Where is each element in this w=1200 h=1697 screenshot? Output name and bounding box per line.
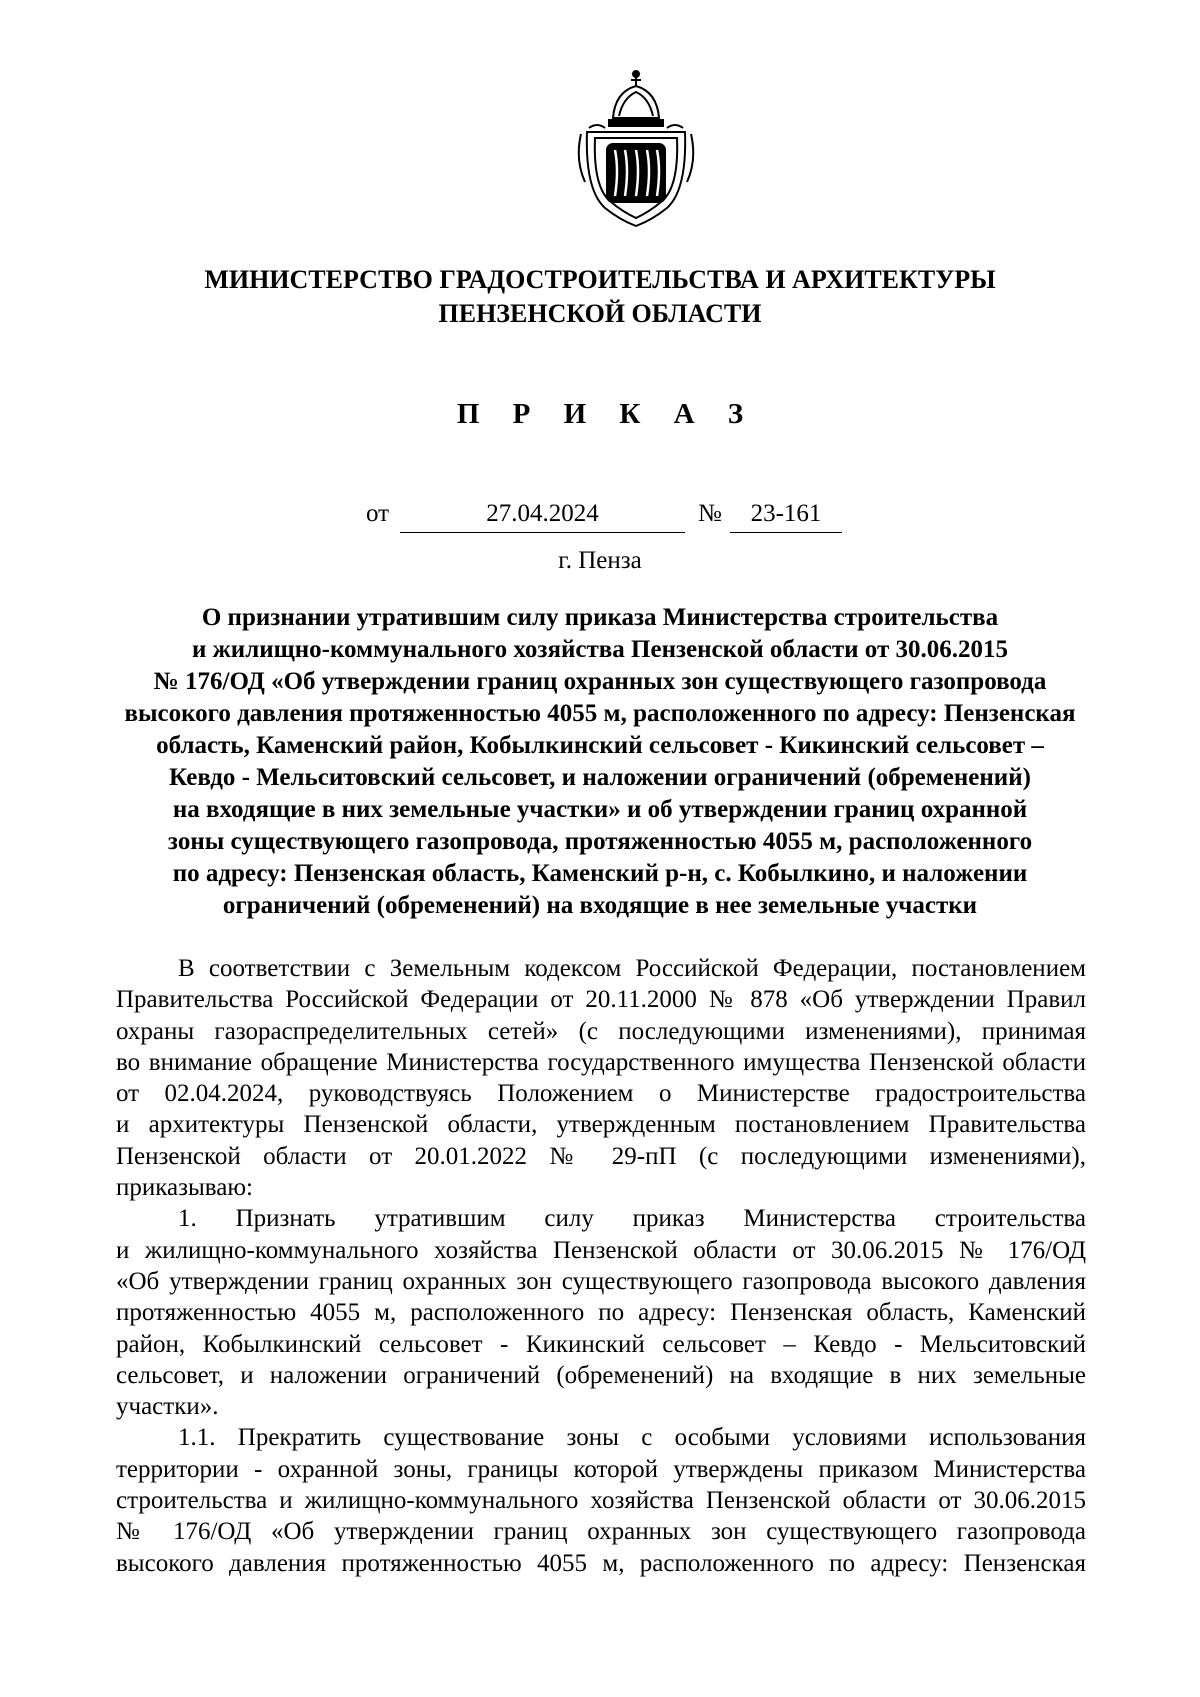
number-label: №: [698, 500, 722, 527]
order-date-row: [0, 500, 1200, 534]
text-line: Пензенской области от 20.01.2022 № 29-пП (с последующими изменениями),: [116, 1142, 1086, 1170]
title-line: зоны существующего газопровода, протяженностью 4055 м, расположенного: [167, 828, 1033, 855]
title-line: область, Каменский район, Кобылкинский сельсовет - Кикинский сельсовет –: [156, 732, 1044, 759]
title-line: на входящие в них земельные участки» и об утверждении границ охранной: [172, 796, 1028, 823]
text-line: строительства и жилищно-коммунального хозяйства Пензенской области от 30.06.2015: [116, 1487, 1086, 1515]
text-line: приказываю:: [116, 1174, 253, 1202]
order-date: 27.04.2024: [400, 500, 685, 533]
text-line: район, Кобылкинский сельсовет - Кикинский сельсовет – Кевдо - Мельситовский: [116, 1330, 1086, 1358]
title-line: высокого давления протяженностью 4055 м, расположенного по адресу: Пензенская: [124, 700, 1076, 727]
text-line: участки».: [116, 1393, 219, 1421]
text-line: охраны газораспределительных сетей» (с последующими изменениями), принимая: [116, 1017, 1086, 1045]
ministry-line-1: МИНИСТЕРСТВО ГРАДОСТРОИТЕЛЬСТВА И АРХИТЕКТУРЫ: [204, 265, 996, 294]
text-line: «Об утверждении границ охранных зон существующего газопровода высокого давления: [116, 1267, 1086, 1295]
text-line: территории - охранной зоны, границы которой утверждены приказом Министерства: [116, 1455, 1086, 1483]
text-line: протяженностью 4055 м, расположенного по адресу: Пензенская область, Каменский: [116, 1299, 1086, 1327]
city: г. Пенза: [558, 547, 642, 574]
order-body: [116, 953, 1086, 1579]
title-line: № 176/ОД «Об утверждении границ охранных зон существующего газопровода: [153, 668, 1047, 695]
title-line: Кевдо - Мельситовский сельсовет, и наложении ограничений (обременений): [169, 764, 1031, 791]
item-1-1-paragraph: [116, 1422, 1086, 1578]
text-line: и жилищно-коммунального хозяйства Пензенской области от 30.06.2015 № 176/ОД: [116, 1236, 1086, 1264]
text-line: и архитектуры Пензенской области, утвержденным постановлением Правительства: [116, 1111, 1086, 1139]
text-line: от 02.04.2024, руководствуясь Положением о Министерстве градостроительства: [116, 1080, 1086, 1108]
item-1-paragraph: [116, 1203, 1086, 1422]
order-number: 23-161: [730, 500, 842, 533]
title-line: по адресу: Пензенская область, Каменский р-н, с. Кобылкино, и наложении: [172, 860, 1028, 887]
ministry-name: [140, 263, 1060, 331]
text-line: высокого давления протяженностью 4055 м, расположенного по адресу: Пензенская: [116, 1549, 1086, 1577]
text-line: Правительства Российской Федерации от 20.11.2000 № 878 «Об утверждении Правил: [116, 986, 1086, 1014]
date-label: от: [366, 500, 390, 527]
preamble-paragraph: [116, 953, 1086, 1203]
order-title: [110, 602, 1090, 922]
document-type: П Р И К А З: [456, 398, 757, 430]
coat-of-arms-icon: [575, 70, 697, 228]
text-line: 1. Признать утратившим силу приказ Министерства строительства: [178, 1205, 1086, 1233]
title-line: и жилищно-коммунального хозяйства Пензенской области от 30.06.2015: [192, 636, 1008, 663]
text-line: 1.1. Прекратить существование зоны с особыми условиями использования: [178, 1424, 1086, 1452]
text-line: во внимание обращение Министерства государственного имущества Пензенской области: [116, 1048, 1086, 1076]
text-line: сельсовет, и наложении ограничений (обременений) на входящие в них земельные: [116, 1361, 1086, 1389]
text-line: № 176/ОД «Об утверждении границ охранных зон существующего газопровода: [116, 1518, 1086, 1546]
text-line: В соответствии с Земельным кодексом Российской Федерации, постановлением: [178, 955, 1086, 982]
ministry-line-2: ПЕНЗЕНСКОЙ ОБЛАСТИ: [438, 299, 762, 328]
title-line: О признании утратившим силу приказа Министерства строительства: [201, 604, 999, 631]
title-line: ограничений (обременений) на входящие в нее земельные участки: [222, 892, 978, 919]
